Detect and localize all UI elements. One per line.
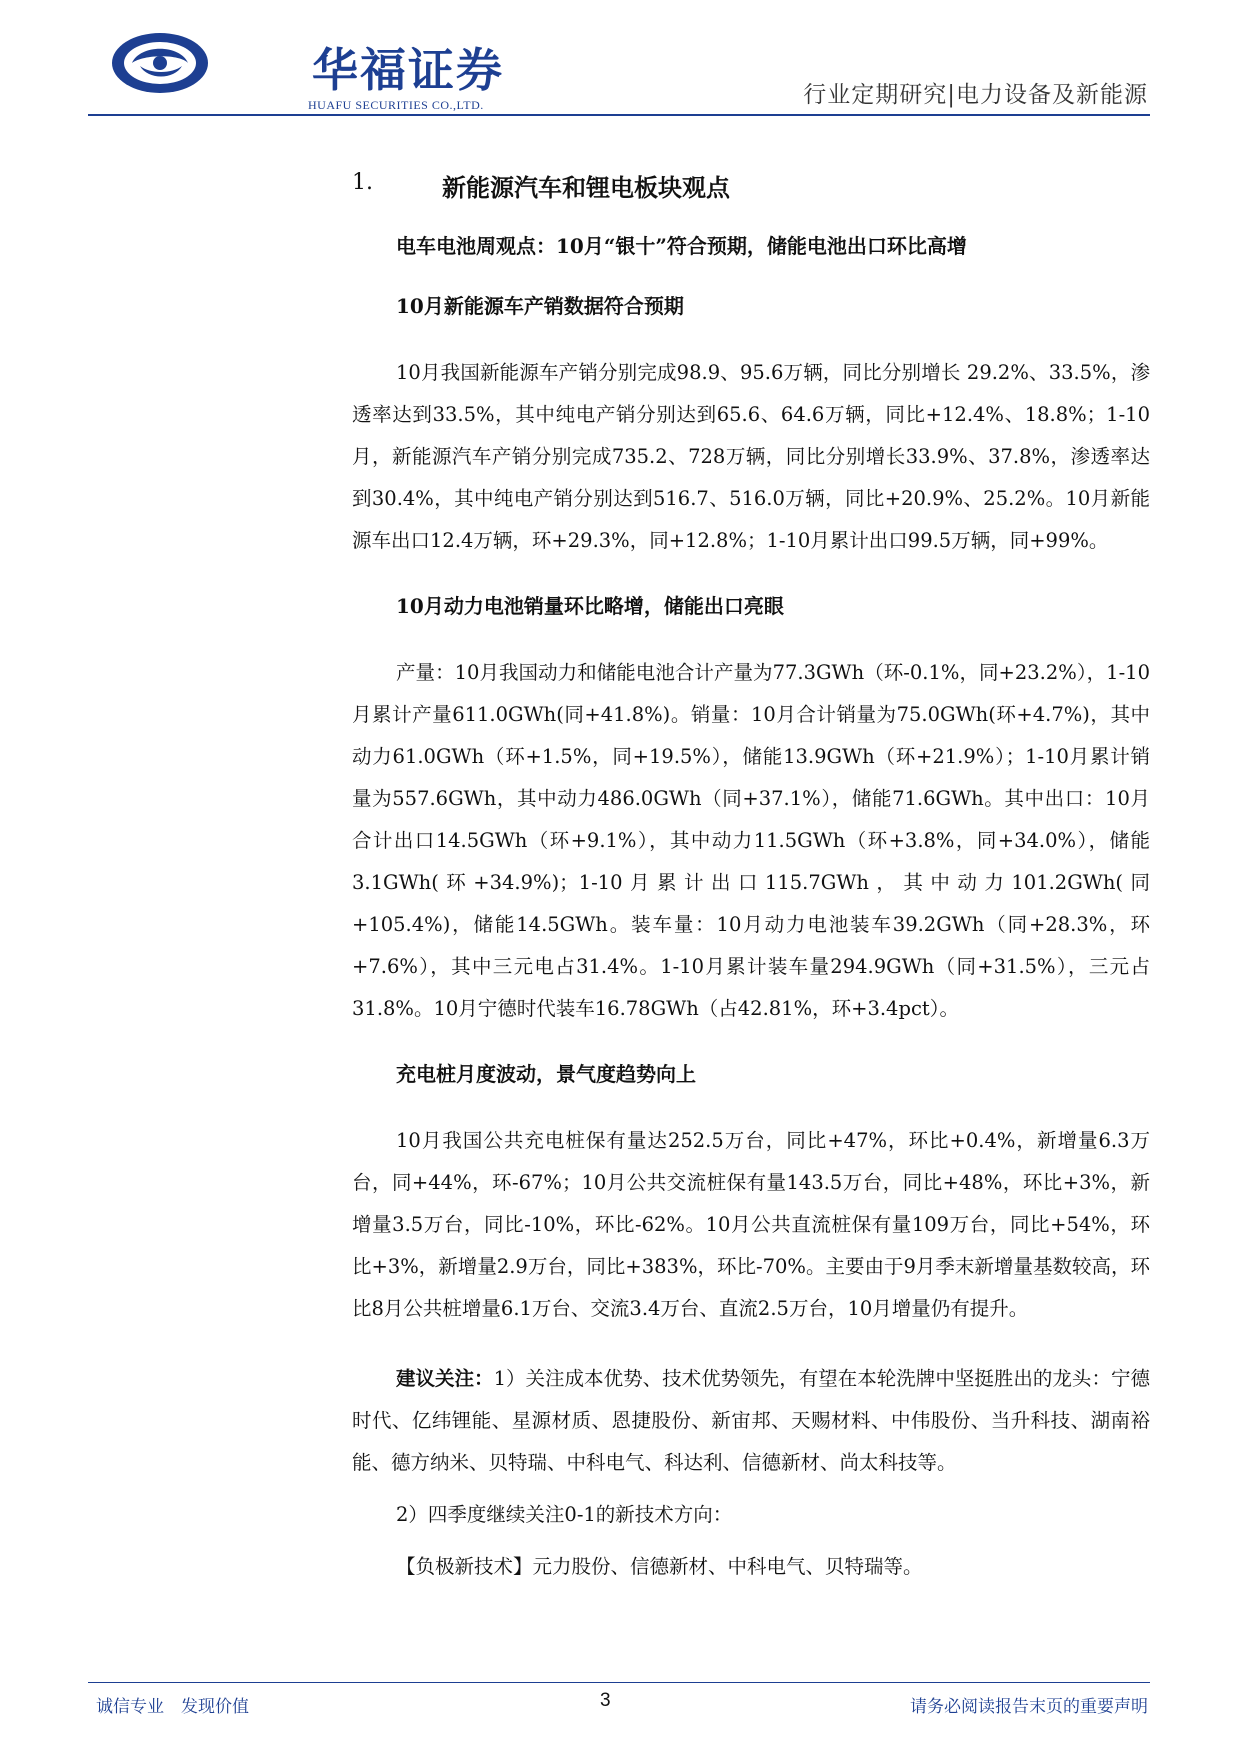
suggestion-label: 建议关注： [396,1367,494,1390]
report-category: 行业定期研究|电力设备及新能源 [803,82,1148,108]
block-heading-charging: 充电桩月度波动，景气度趋势向上 [396,1062,696,1086]
section-title: 新能源汽车和锂电板块观点 [442,173,730,202]
suggestion-item-2: 2）四季度继续关注0-1的新技术方向： [396,1503,733,1526]
company-logo [92,22,504,112]
block-heading-ev-sales: 10月新能源车产销数据符合预期 [396,294,684,318]
block-text-battery: 产量：10月我国动力和储能电池合计产量为77.3GWh（环-0.1%，同+23.2%），1-10月累计产量611.0GWh(同+41.8%)。销量：10月合计销量为75.0GWh(环+4.7%)，其中动力61.0GWh（环+1.5%，同+19.5%），储能13.9GWh（环+21.9%）；1-10月累计销量为557.6GWh，其中动力486.0GWh（同+37.1%），储能71.6GWh。其中出口：10月合计出口14.5GWh（环+9.1%），其中动力11.5GWh（环+3.8%，同+34.0%），储能3.1GWh(环+34.9%)；1-10月累计出口115.7GWh，其中动力101.2GWh(同+105.4%)，储能14.5GWh。装车量：10月动力电池装车39.2GWh（同+28.3%，环+7.6%），其中三元电占31.4%。1-10月累计装车量294.9GWh（同+31.5%），三元占31.8%。10月宁德时代装车16.78GWh（占42.81%，环+3.4pct）。 [352,661,1150,1020]
logo-text-cn: 华福证券 [312,43,504,97]
footer-slogan: 诚信专业 发现价值 [96,1697,249,1717]
suggestion-text: 1）关注成本优势、技术优势领先，有望在本轮洗牌中坚挺胜出的龙头：宁德时代、亿纬锂能、星源材质、恩捷股份、新宙邦、天赐材料、中伟股份、当升科技、湖南裕能、德方纳米、贝特瑞、中科电气、科达利、信德新材、尚太科技等。 [352,1367,1150,1474]
huafu-logo-icon [110,30,210,96]
suggestion-paragraph [352,1358,1150,1484]
block-text-ev-sales: 10月我国新能源车产销分别完成98.9、95.6万辆，同比分别增长 29.2%、33.5%，渗透率达到33.5%，其中纯电产销分别达到65.6、64.6万辆，同比+12.4%、18.8%；1-10月，新能源汽车产销分别完成735.2、728万辆，同比分别增长33.9%、37.8%，渗透率达到30.4%，其中纯电产销分别达到516.7、516.0万辆，同比+20.9%、25.2%。10月新能源车出口12.4万辆，环+29.3%，同+12.8%；1-10月累计出口99.5万辆，同+99%。 [352,361,1150,552]
suggestion-item-3: 【负极新技术】元力股份、信德新材、中科电气、贝特瑞等。 [396,1555,923,1578]
logo-text-en: HUAFU SECURITIES CO.,LTD. [308,98,484,112]
footer-disclaimer: 请务必阅读报告末页的重要声明 [910,1697,1148,1717]
footer-divider [88,1682,1150,1683]
section-heading [352,160,1150,216]
block-heading-battery: 10月动力电池销量环比略增，储能出口亮眼 [396,594,784,618]
block-text-charging: 10月我国公共充电桩保有量达252.5万台，同比+47%，环比+0.4%，新增量6.3万台，同+44%，环-67%；10月公共交流桩保有量143.5万台，同比+48%，环比+3%，新增量3.5万台，同比-10%，环比-62%。10月公共直流桩保有量109万台，同比+54%，环比+3%，新增量2.9万台，同比+383%，环比-70%。主要由于9月季末新增量基数较高，环比8月公共桩增量6.1万台、交流3.4万台、直流2.5万台，10月增量仍有提升。 [352,1129,1150,1320]
main-content [352,160,1150,1588]
section-number: 1. [352,170,373,195]
page-number: 3 [600,1690,611,1711]
weekly-view-heading: 电车电池周观点：10月“银十”符合预期，储能电池出口环比高增 [396,234,967,258]
header-divider [88,114,1150,116]
